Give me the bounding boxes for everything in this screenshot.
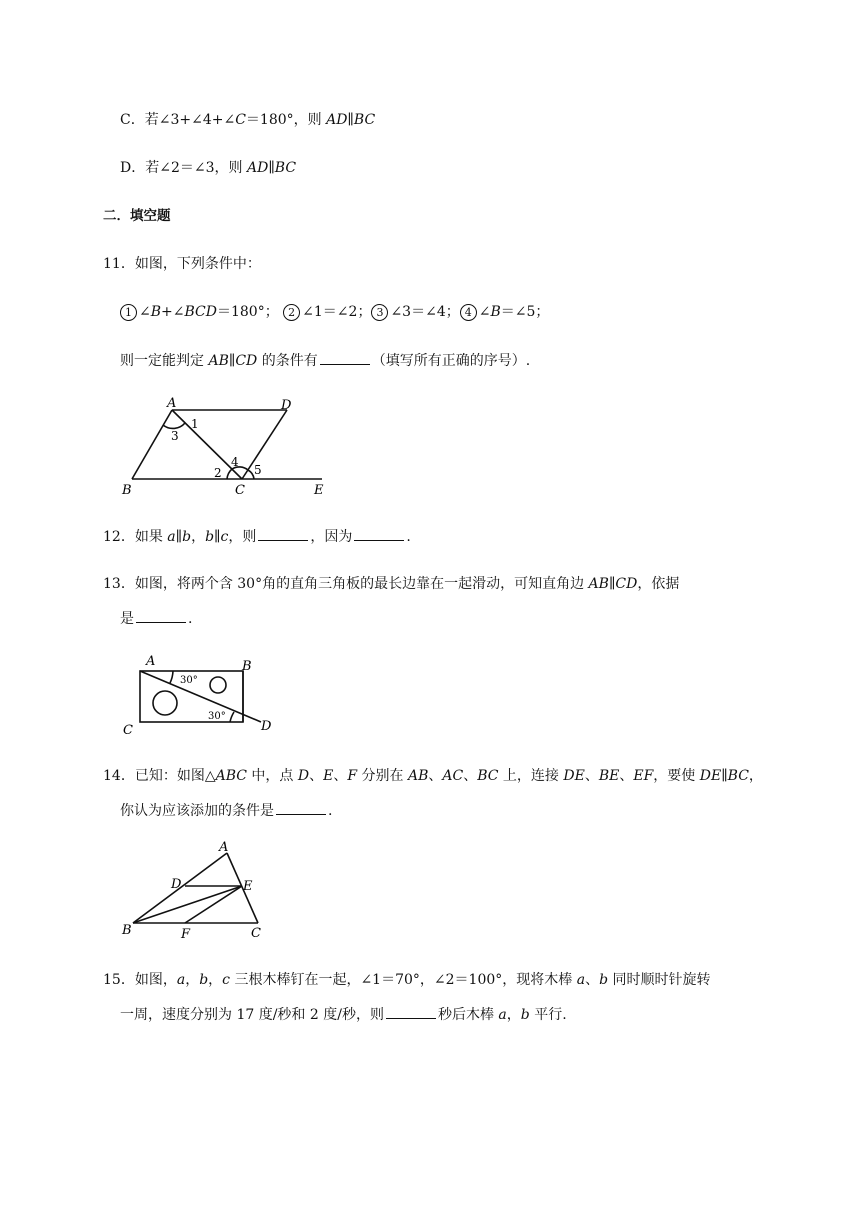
- math-var: B: [490, 304, 501, 320]
- math-var: c: [222, 972, 230, 988]
- parallel-symbol: ∥: [268, 160, 275, 176]
- math-var: EF: [633, 768, 654, 784]
- condition-text: ＝180°；: [216, 304, 279, 320]
- point-label-C: C: [235, 483, 245, 498]
- parallel-symbol: ∥: [721, 768, 728, 784]
- circled-number: 4: [460, 304, 477, 321]
- question-text: 一周，速度分别为 17 度/秒和 2 度/秒，则: [120, 1007, 384, 1023]
- q11-conditions: [120, 302, 549, 322]
- question-text: 、: [309, 768, 324, 784]
- math-var: a: [498, 1007, 507, 1023]
- question-text: 同时顺时针旋转: [608, 972, 711, 988]
- math-var: b: [182, 529, 192, 545]
- q14-line2: [120, 800, 332, 821]
- question-text: ，因为: [310, 529, 353, 545]
- question-text: 则一定能判定: [120, 353, 209, 369]
- circled-number: 1: [120, 304, 137, 321]
- question-text: （填写所有正确的序号）.: [371, 353, 531, 369]
- math-var: ABC: [215, 768, 247, 784]
- condition-text: +∠: [161, 304, 185, 320]
- parallel-symbol: ∥: [608, 576, 616, 592]
- question-text: 、: [428, 768, 443, 784]
- condition-text: ∠3＝∠4；: [390, 304, 460, 320]
- option-text: 若∠3+∠4+∠: [144, 112, 236, 128]
- parallel-symbol: ∥: [347, 112, 354, 128]
- math-var: F: [347, 768, 358, 784]
- point-label-C: C: [123, 723, 133, 738]
- section-heading: 二．填空题: [103, 208, 171, 224]
- question-text: ，: [185, 972, 200, 988]
- question-text: .: [188, 611, 193, 627]
- answer-blank[interactable]: [136, 608, 186, 623]
- math-var: DE: [699, 768, 722, 784]
- question-text: 、: [584, 768, 599, 784]
- question-text: 三根木棒钉在一起，∠1＝70°，∠2＝100°，现将木棒: [230, 972, 577, 988]
- point-label-B: B: [122, 923, 132, 938]
- angle-label-1: 1: [191, 417, 199, 431]
- math-var: b: [205, 529, 215, 545]
- angle-label-2: 2: [214, 466, 222, 480]
- option-c: [120, 110, 375, 130]
- question-text: 12．如果: [103, 529, 168, 545]
- point-label-D: D: [261, 719, 272, 734]
- math-var: DE: [563, 768, 585, 784]
- parallel-symbol: ∥: [228, 353, 236, 369]
- math-var: a: [176, 972, 186, 988]
- math-var: BC: [353, 112, 376, 128]
- condition-text: ∠1＝∠2；: [302, 304, 372, 320]
- condition-text: ∠: [478, 304, 491, 320]
- math-var: C: [235, 112, 246, 128]
- question-text: 的条件有: [257, 353, 318, 369]
- point-label-F: F: [181, 927, 191, 942]
- point-label-A: A: [219, 840, 229, 855]
- math-var: a: [167, 529, 176, 545]
- math-var: b: [599, 972, 609, 988]
- math-var: AD: [326, 112, 348, 128]
- angle-label-4: 4: [231, 455, 239, 469]
- math-var: a: [576, 972, 586, 988]
- question-text: ，依据: [637, 576, 680, 592]
- math-var: CD: [615, 576, 638, 592]
- math-var: BE: [598, 768, 620, 784]
- answer-blank[interactable]: [258, 526, 308, 541]
- question-text: 上，连接: [498, 768, 564, 784]
- option-letter: C．: [120, 112, 145, 128]
- answer-blank[interactable]: [354, 526, 404, 541]
- answer-blank[interactable]: [276, 800, 326, 815]
- question-text: 分别在: [357, 768, 408, 784]
- point-label-C: C: [251, 926, 261, 941]
- question-text: 、: [619, 768, 634, 784]
- option-text: ＝180°，则: [245, 112, 327, 128]
- point-label-A: A: [167, 396, 177, 411]
- point-label-E: E: [314, 483, 324, 498]
- condition-text: ∠: [139, 304, 151, 320]
- question-text: 秒后木棒: [437, 1007, 499, 1023]
- point-label-B: B: [122, 483, 132, 498]
- math-var: b: [199, 972, 209, 988]
- q15-line2: [120, 1004, 567, 1025]
- point-label-E: E: [243, 879, 253, 894]
- q11-figure: [115, 392, 335, 502]
- question-text: ，: [506, 1007, 521, 1023]
- parallel-symbol: ∥: [175, 529, 183, 545]
- question-text: 、: [333, 768, 348, 784]
- question-text: ，: [191, 529, 206, 545]
- question-text: ，要使: [653, 768, 700, 784]
- math-var: AB: [588, 576, 609, 592]
- answer-blank[interactable]: [386, 1004, 436, 1019]
- question-text: 14．已知：如图△: [103, 768, 216, 784]
- question-text: 13．如图，将两个含 30°角的直角三角板的最长边靠在一起滑动，可知直角边: [103, 576, 589, 592]
- math-var: AD: [246, 160, 269, 176]
- math-var: BC: [727, 768, 749, 784]
- q11-stem: 11．如图，下列条件中：: [103, 256, 261, 272]
- question-text: 是: [120, 611, 134, 627]
- angle-label-30: 30°: [180, 675, 198, 686]
- circled-number: 2: [283, 304, 300, 321]
- q15-line1: [103, 970, 711, 990]
- point-label-D: D: [171, 877, 182, 892]
- angle-label-30: 30°: [208, 711, 226, 722]
- q13-line1: [103, 574, 679, 594]
- q14-line1: [103, 766, 763, 786]
- math-var: b: [520, 1007, 530, 1023]
- question-text: 中，点: [246, 768, 298, 784]
- question-text: 、: [463, 768, 478, 784]
- question-text: 15．如图，: [103, 972, 177, 988]
- math-var: B: [150, 304, 162, 320]
- option-text: 若∠2＝∠3，则: [145, 160, 247, 176]
- circled-number: 3: [371, 304, 388, 321]
- question-text: 平行.: [529, 1007, 567, 1023]
- math-var: E: [323, 768, 334, 784]
- math-var: BCD: [184, 304, 217, 320]
- math-var: BC: [274, 160, 297, 176]
- math-var: AC: [442, 768, 464, 784]
- point-label-B: B: [242, 659, 252, 674]
- question-text: 、: [585, 972, 600, 988]
- math-var: AB: [407, 768, 429, 784]
- option-d: [120, 158, 296, 178]
- question-text: ，: [748, 768, 763, 784]
- question-text: 你认为应该添加的条件是: [120, 803, 274, 819]
- question-text: .: [328, 803, 333, 819]
- question-text: .: [406, 529, 411, 545]
- q11-question: [120, 350, 530, 371]
- condition-text: ＝∠5；: [500, 304, 550, 320]
- point-label-A: A: [146, 654, 156, 669]
- math-var: CD: [235, 353, 258, 369]
- angle-label-5: 5: [254, 463, 262, 477]
- point-label-D: D: [281, 398, 292, 413]
- q12: [103, 526, 411, 547]
- q13-line2: [120, 608, 192, 629]
- math-var: BC: [477, 768, 499, 784]
- math-var: D: [297, 768, 310, 784]
- question-text: ，: [208, 972, 223, 988]
- math-var: AB: [208, 353, 229, 369]
- angle-label-3: 3: [171, 429, 179, 443]
- parallel-symbol: ∥: [214, 529, 221, 545]
- option-letter: D．: [120, 160, 146, 176]
- answer-blank[interactable]: [320, 350, 370, 365]
- q14-figure: [115, 838, 275, 948]
- question-text: ，则: [228, 529, 257, 545]
- math-var: c: [220, 529, 229, 545]
- q13-figure: [118, 648, 288, 743]
